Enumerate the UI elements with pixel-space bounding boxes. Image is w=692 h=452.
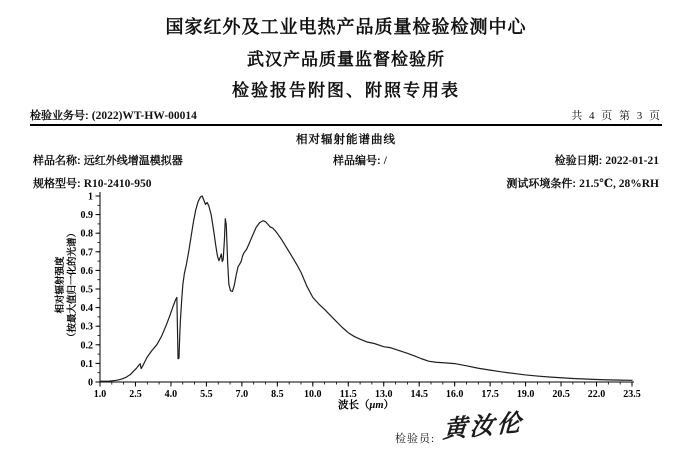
svg-text:1: 1 [88,191,93,203]
model-value: R10-2410-950 [83,178,152,190]
svg-text:19.0: 19.0 [516,389,535,400]
y-axis-label-line2: （按最大值归一化的光谱） [67,228,79,343]
business-number-label: 检验业务号: [30,110,92,122]
svg-text:0.6: 0.6 [80,265,93,277]
svg-text:14.5: 14.5 [410,389,428,400]
sample-number-value: / [383,155,387,167]
inspector-label: 检验员: [395,433,436,445]
svg-text:1.0: 1.0 [93,389,107,400]
svg-text:0.3: 0.3 [80,321,93,333]
svg-text:0.1: 0.1 [80,358,93,370]
y-axis-label-line1: 相对辐射强度 [55,256,66,314]
test-environment-label: 测试环境条件: [506,178,580,190]
spectrum-chart [50,186,660,426]
svg-text:10.0: 10.0 [304,389,322,400]
pagination: 共 4 页 第 3 页 [571,110,662,122]
sample-name-label: 样品名称: [33,155,84,167]
test-date-label: 检验日期: [554,155,606,167]
form-title: 检验报告附图、附照专用表 [232,81,460,100]
svg-text:23.5: 23.5 [623,389,641,400]
org-title-line2: 武汉产品质量监督检验所 [247,50,445,69]
inspector-signature: 黄汝伦 [442,410,525,444]
svg-text:13.0: 13.0 [374,389,393,400]
svg-text:2.5: 2.5 [129,389,142,400]
test-date-value: 2022-01-21 [605,155,659,167]
sample-number-label: 样品编号: [333,155,384,167]
svg-text:5.5: 5.5 [200,389,213,400]
svg-text:11.5: 11.5 [339,389,357,400]
svg-text:0.5: 0.5 [80,284,93,296]
org-title-line1: 国家红外及工业电热产品质量检验检测中心 [165,17,527,37]
sample-name [33,151,333,169]
sample-name-value: 远红外线增温模拟器 [83,155,183,167]
svg-text:20.5: 20.5 [552,389,570,400]
test-date [493,151,659,169]
sample-number [333,151,493,169]
header-divider [30,124,662,126]
svg-text:8.5: 8.5 [271,389,284,400]
model-label: 规格型号: [33,178,84,190]
svg-text:0: 0 [88,377,93,389]
svg-text:7.0: 7.0 [235,389,249,400]
section-title: 相对辐射能谱曲线 [296,134,396,146]
svg-text:16.0: 16.0 [445,389,464,400]
x-axis-label-close: ） [383,399,394,411]
business-number [30,106,197,124]
sample-info-row [33,151,659,169]
x-axis-unit: μm [369,400,384,411]
y-axis-label [55,179,85,391]
inspector-signature-block [395,404,655,450]
business-number-row [30,106,662,124]
svg-text:17.5: 17.5 [481,389,499,400]
x-axis-label-text: 波长（ [337,399,370,411]
svg-text:0.9: 0.9 [80,210,93,222]
svg-text:0.8: 0.8 [80,228,93,240]
spectrum-curve-plot [50,186,660,418]
business-number-value: (2022)WT-HW-00014 [91,110,197,122]
test-environment-value: 21.5℃, 28%RH [579,178,659,190]
svg-text:22.0: 22.0 [587,389,606,400]
svg-text:0.2: 0.2 [80,340,93,352]
svg-text:0.4: 0.4 [80,303,93,315]
svg-text:0.7: 0.7 [80,247,93,259]
svg-text:4.0: 4.0 [164,389,178,400]
